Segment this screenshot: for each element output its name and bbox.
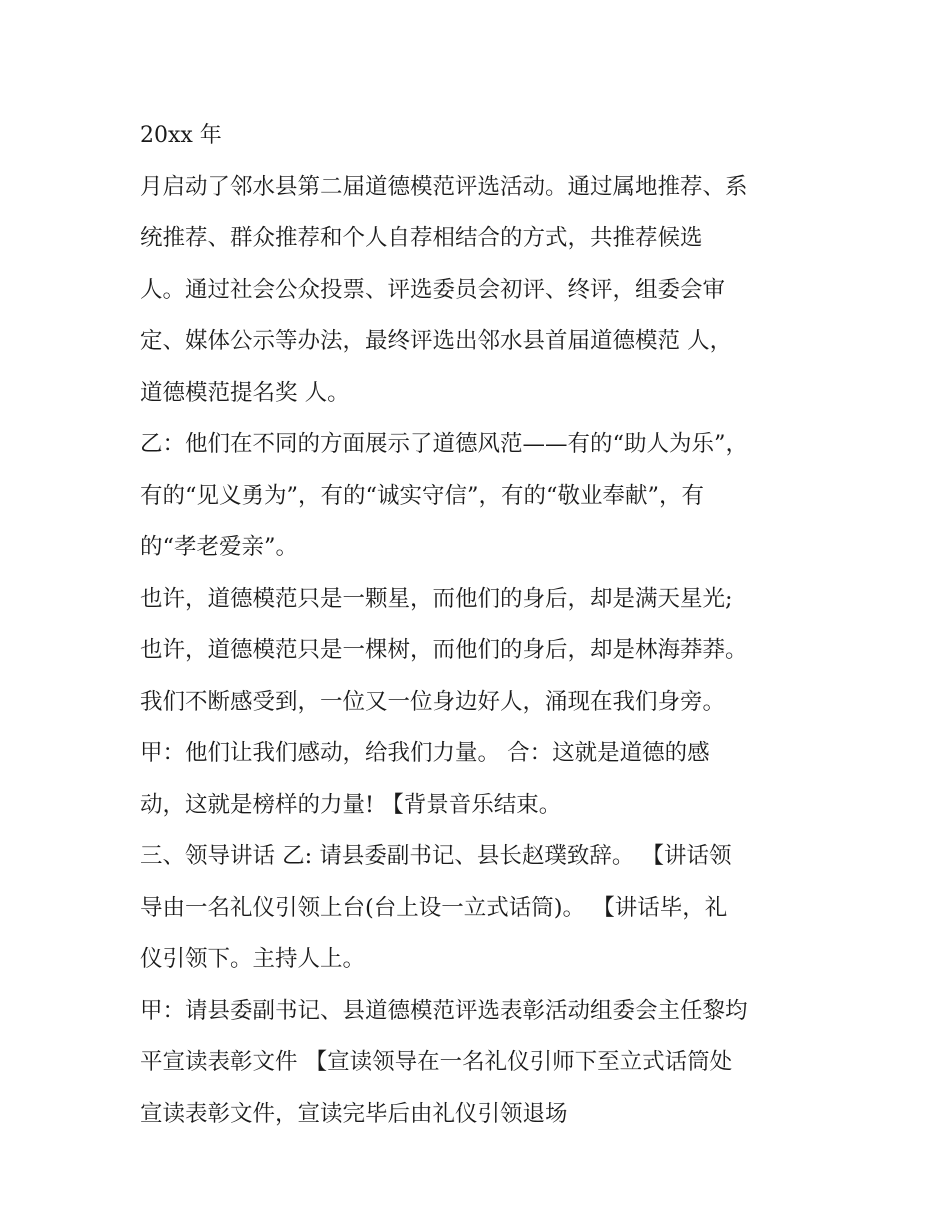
document-body	[140, 110, 830, 1140]
text-line: 甲：他们让我们感动，给我们力量。 合：这就是道德的感	[140, 740, 710, 766]
text-line: 的“孝老爱亲”。	[140, 534, 299, 560]
text-line: 动，这就是榜样的力量! 【背景音乐结束。	[140, 791, 562, 818]
text-line: 人。通过社会公众投票、评选委员会初评、终评，组委会审	[140, 276, 726, 303]
text-line: 20xx 年	[140, 123, 222, 148]
text-line: 定、媒体公示等办法，最终评选出邻水县首届道德模范 人，	[140, 328, 733, 354]
text-line: 月启动了邻水县第二届道德模范评选活动。通过属地推荐、系	[140, 173, 748, 200]
text-line: 也许，道德模范只是一颗星，而他们的身后，却是满天星光;	[140, 585, 733, 612]
text-line: 三、领导讲话 乙: 请县委副书记、县长赵璞致辞。 【讲话领	[140, 843, 732, 869]
text-line: 乙：他们在不同的方面展示了道德风范——有的“助人为乐”，	[140, 431, 749, 457]
text-line: 道德模范提名奖 人。	[140, 379, 350, 406]
text-line: 导由一名礼仪引领上台(台上设一立式话筒)。 【讲话毕，礼	[140, 894, 728, 921]
text-line: 我们不断感受到，一位又一位身边好人，涌现在我们身旁。	[140, 688, 726, 715]
text-line: 有的“见义勇为”，有的“诚实守信”，有的“敬业奉献”，有	[140, 482, 705, 509]
text-line: 仪引领下。主持人上。	[140, 946, 366, 972]
text-line: 平宣读表彰文件 【宣读领导在一名礼仪引师下至立式话筒处	[140, 1049, 733, 1075]
text-line: 也许，道德模范只是一棵树，而他们的身后，却是林海莽莽。	[140, 637, 748, 663]
text-line: 宣读表彰文件，宣读完毕后由礼仪引领退场	[140, 1100, 568, 1127]
text-line: 甲：请县委副书记、县道德模范评选表彰活动组委会主任黎均	[140, 997, 748, 1024]
text-line: 统推荐、群众推荐和个人自荐相结合的方式，共推荐候选	[140, 225, 703, 251]
